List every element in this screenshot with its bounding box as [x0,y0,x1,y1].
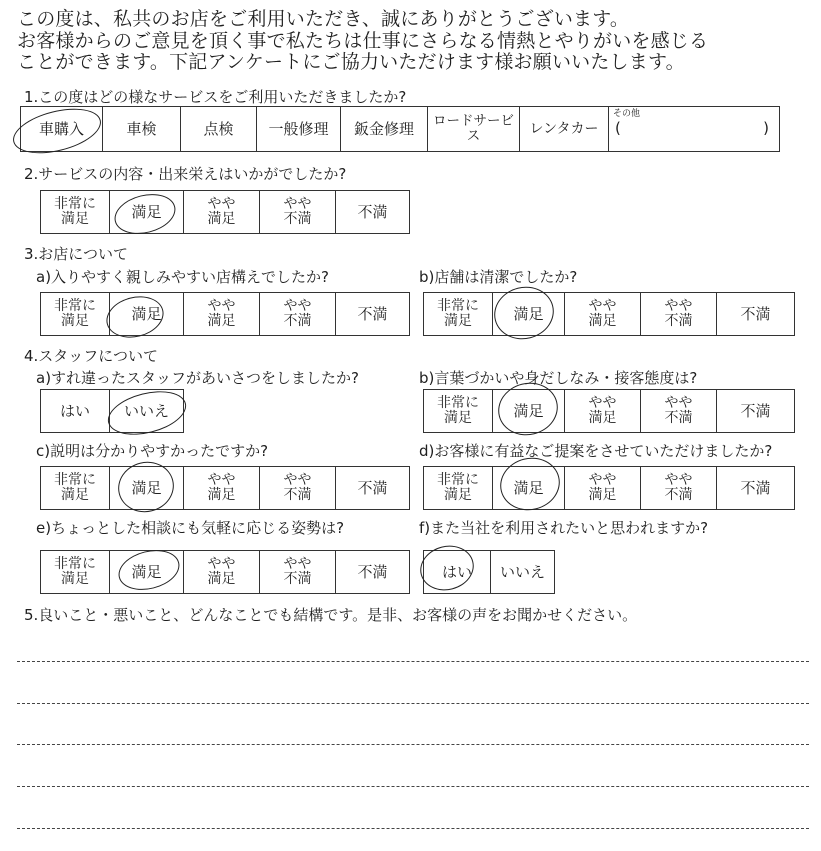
q4e-title: e)ちょっとした相談にも気軽に応じる姿勢は? [36,519,345,537]
scale-somewhat-dissatisfied[interactable]: やや 不満 [259,191,335,233]
intro-line: この度は、私共のお店をご利用いただき、誠にありがとうございます。 [17,8,630,30]
scale-dissatisfied[interactable]: 不満 [335,467,409,509]
option-road-service[interactable]: ロードサービス [427,107,519,151]
scale-somewhat-dissatisfied[interactable]: やや 不満 [640,390,716,432]
q4d-title: d)お客様に有益なご提案をさせていただけましたか? [419,442,773,460]
intro-line: ことができます。下記アンケートにご協力いただけます様お願いいたします。 [17,51,685,73]
q4a-yesno [40,389,184,433]
scale-somewhat-satisfied[interactable]: やや 満足 [183,293,259,335]
option-general-repair[interactable]: 一般修理 [256,107,340,151]
q4f-title: f)また当社を利用されたいと思われますか? [419,519,709,537]
q3-title: 3.お店について [24,245,129,263]
q3b-scale [423,292,795,336]
comment-line[interactable] [17,661,809,662]
scale-very-satisfied[interactable]: 非常に 満足 [54,298,96,329]
scale-satisfied[interactable]: 満足 [109,551,183,593]
intro-text [17,9,817,74]
option-inspection[interactable]: 車検 [102,107,180,151]
q1-options [20,106,780,152]
scale-dissatisfied[interactable]: 不満 [716,293,794,335]
q4c-scale [40,466,410,510]
scale-dissatisfied[interactable]: 不満 [716,390,794,432]
q4a-title: a)すれ違ったスタッフがあいさつをしましたか? [36,369,360,387]
answer-no[interactable]: いいえ [490,551,554,593]
scale-very-satisfied[interactable]: 非常に 満足 [54,556,96,587]
comment-line[interactable] [17,828,809,829]
scale-somewhat-satisfied[interactable]: やや 満足 [183,467,259,509]
other-field[interactable]: ( ) [615,119,769,137]
scale-satisfied[interactable]: 満足 [492,293,564,335]
intro-line: お客様からのご意見を頂く事で私たちは仕事にさらなる情熱とやりがいを感じる [17,29,709,52]
q4b-title: b)言葉づかいや身だしなみ・接客態度は? [419,369,698,387]
scale-somewhat-satisfied[interactable]: やや 満足 [183,551,259,593]
scale-dissatisfied[interactable]: 不満 [335,293,409,335]
scale-satisfied[interactable]: 満足 [109,191,183,233]
scale-somewhat-satisfied[interactable]: やや 満足 [564,467,640,509]
q1-title: 1.この度はどの様なサービスをご利用いただきましたか? [24,88,407,106]
scale-satisfied[interactable]: 満足 [492,467,564,509]
scale-somewhat-satisfied[interactable]: やや 満足 [183,191,259,233]
q4e-scale [40,550,410,594]
option-other[interactable] [608,107,779,151]
q2-scale [40,190,410,234]
q4b-scale [423,389,795,433]
scale-somewhat-dissatisfied[interactable]: やや 不満 [259,551,335,593]
q2-title: 2.サービスの内容・出来栄えはいかがでしたか? [24,165,347,183]
scale-somewhat-dissatisfied[interactable]: やや 不満 [259,293,335,335]
scale-satisfied[interactable]: 満足 [109,467,183,509]
q4c-title: c)説明は分かりやすかったですか? [36,442,269,460]
scale-very-satisfied[interactable]: 非常に 満足 [54,472,96,503]
option-rental-car[interactable]: レンタカー [519,107,608,151]
scale-somewhat-satisfied[interactable]: やや 満足 [564,390,640,432]
scale-satisfied[interactable]: 満足 [109,293,183,335]
q4f-yesno [423,550,555,594]
scale-somewhat-dissatisfied[interactable]: やや 不満 [640,467,716,509]
scale-dissatisfied[interactable]: 不満 [716,467,794,509]
comment-line[interactable] [17,786,809,787]
scale-satisfied[interactable]: 満足 [492,390,564,432]
answer-no[interactable]: いいえ [109,390,183,432]
scale-very-satisfied[interactable]: 非常に 満足 [54,196,96,227]
scale-very-satisfied[interactable]: 非常に 満足 [437,395,479,426]
answer-yes[interactable]: はい [441,562,472,581]
other-label: その他 [613,109,641,119]
comment-line[interactable] [17,703,809,704]
q4d-scale [423,466,795,510]
comment-line[interactable] [17,744,809,745]
scale-somewhat-dissatisfied[interactable]: やや 不満 [259,467,335,509]
scale-dissatisfied[interactable]: 不満 [335,551,409,593]
scale-very-satisfied[interactable]: 非常に 満足 [437,472,479,503]
scale-somewhat-dissatisfied[interactable]: やや 不満 [640,293,716,335]
q5-title: 5.良いこと・悪いこと、どんなことでも結構です。是非、お客様の声をお聞かせください。 [24,606,638,624]
q3a-scale [40,292,410,336]
scale-very-satisfied[interactable]: 非常に 満足 [437,298,479,329]
q4-title: 4.スタッフについて [24,347,159,365]
option-car-purchase[interactable]: 車購入 [38,119,84,138]
option-check[interactable]: 点検 [180,107,256,151]
q3a-title: a)入りやすく親しみやすい店構えでしたか? [36,268,330,286]
scale-somewhat-satisfied[interactable]: やや 満足 [564,293,640,335]
option-sheet-metal-repair[interactable]: 鈑金修理 [340,107,427,151]
scale-dissatisfied[interactable]: 不満 [335,191,409,233]
q3b-title: b)店舗は清潔でしたか? [419,268,578,286]
answer-yes[interactable]: はい [59,401,90,420]
